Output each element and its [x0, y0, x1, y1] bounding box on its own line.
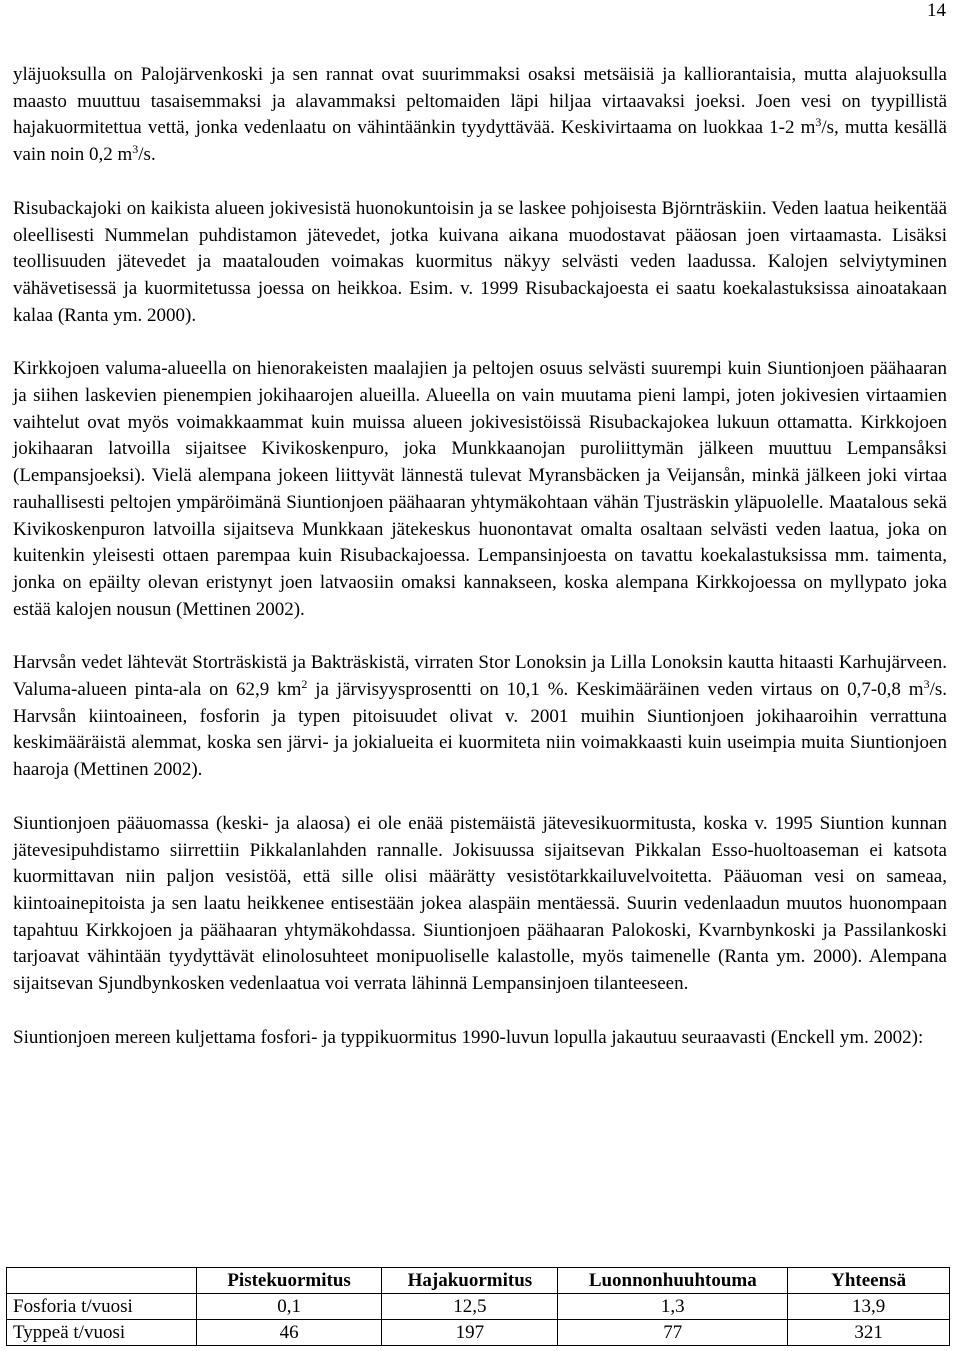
superscript: 3: [132, 142, 139, 157]
paragraph-text: /s, mutta kesällä vain noin 0,2 m: [13, 117, 947, 166]
paragraph-risubackajoki: Risubackajoki on kaikista alueen jokivesistä huonokuntoisin ja se laskee pohjoisesta Björnträskiin. Veden laatua heikentää oleellisesti Nummelan puhdistamon jätevedet, jotka kuivana aikana muodostavat pääosan joen virtaamasta. Lisäksi teollisuuden jätevedet ja maatalouden voimakas kuormitus näkyy selvästi veden laadussa. Kalojen selviytyminen vähävetisessä ja kuormitetussa joessa on heikkoa. Esim. v. 1999 Risubackajoesta ei saatu koekalastuksissa ainoatakaan kalaa (Ranta ym. 2000).: [13, 197, 947, 326]
paragraph-harvsan: [13, 650, 947, 784]
table-row-label: Fosforia t/vuosi: [7, 1294, 197, 1320]
table-cell: 1,3: [558, 1294, 788, 1320]
superscript: 3: [815, 115, 822, 130]
paragraph-kirkkojoki: Kirkkojoen valuma-alueella on hienorakeisten maalajien ja peltojen osuus selvästi suurempi kuin Siuntionjoen päähaaran ja siihen laskevien pienempien jokihaarojen alueilla. Alueella on vain muutama pieni lampi, joten jokivesien virtaamien vaihtelut ovat myös voimakkaammat kuin muissa alueen jokivesistöissä Risubackajokea lukuun ottamatta. Kirkkojoen jokihaaran latvoilla sijaitsee Kivikoskenpuro, joka Munkkaanojan puroliittymän jälkeen muuttuu Lempansåksi (Lempansjoeksi). Vielä alempana jokeen liittyvät lännestä tulevat Myransbäcken ja Veijansån, minkä jälkeen joki virtaa rauhallisesti peltojen ympäröimänä Siuntionjoen päähaaran yhtymäkohtaan vähän Tjusträskin yläpuolelle. Maatalous sekä Kivikoskenpuron latvoilla sijaitseva Munkkaan jätekeskus huonontavat omalta osaltaan selvästi veden laatua, joka on kuitenkin yleisesti ottaen parempaa kuin Risubackajoessa. Lempansinjoesta on tavattu koekalastuksissa mm. taimenta, jonka on epäilty olevan eristynyt joen latvaosiin omaksi kannakseen, koska alempana Kirkkojoessa on myllypato joka estää kalojen nousun (Mettinen 2002).: [13, 358, 947, 620]
page-number: 14: [927, 0, 946, 21]
paragraph-text: ja järvisyysprosentti on 10,1 %. Keskimääräinen veden virtaus on 0,7-0,8 m: [307, 679, 924, 701]
table-cell: 13,9: [788, 1294, 950, 1320]
table-header-cell: Yhteensä: [788, 1268, 950, 1294]
paragraph-palojarvenkoski: [13, 62, 947, 169]
table-header-cell: Pistekuormitus: [196, 1268, 382, 1294]
table-cell: 197: [382, 1320, 558, 1346]
paragraph-text: /s.: [138, 144, 156, 166]
load-table: [6, 1267, 950, 1346]
superscript: 3: [923, 677, 930, 692]
table-cell: 321: [788, 1320, 950, 1346]
table-header-cell: Hajakuormitus: [382, 1268, 558, 1294]
paragraph-text: yläjuoksulla on Palojärvenkoski ja sen rannat ovat suurimmaksi osaksi metsäisiä ja kalliorantaisia, mutta alajuoksulla maasto muuttuu tasaisemmaksi ja alavammaksi peltomaiden läpi hiljaa virtaavaksi joeksi. Joen vesi on tyypillistä hajakuormitettua vettä, jonka vedenlaatu on vähintäänkin tyydyttävää. Keskivirtaama on luokkaa 1-2 m: [13, 64, 947, 139]
paragraph-paauoma: Siuntionjoen pääuomassa (keski- ja alaosa) ei ole enää pistemäistä jätevesikuormitusta, koska v. 1995 Siuntion kunnan jätevesipuhdistamo siirrettiin Pikkalanlahden rannalle. Jokisuussa sijaitsevan Pikkalan Esso-huoltoaseman ei katsota kuormittavan niin paljon vesistöä, että sille olisi määrätty vesistötarkkailuvelvoitetta. Pääuoman vesi on sameaa, kiintoainepitoista ja sen laatu heikkenee entisestään jokea alaspäin mentäessä. Suurin vedenlaadun muutos huonompaan tapahtuu Kirkkojoen ja päähaaran yhtymäkohdassa. Siuntionjoen päähaaran Palokoski, Kvarnbynkoski ja Passilankoski tarjoavat vähintään tyydyttävät elinolosuhteet monipuoliselle kalastolle, myös taimenelle (Ranta ym. 2000). Alempana sijaitsevan Sjundbynkosken vedenlaatua voi verrata lähinnä Lempansinjoen tilanteeseen.: [13, 812, 947, 995]
table-row-label: Typpeä t/vuosi: [7, 1320, 197, 1346]
paragraph-kuormitus-intro: Siuntionjoen mereen kuljettama fosfori- ja typpikuormitus 1990-luvun lopulla jakautuu seuraavasti (Enckell ym. 2002):: [13, 1026, 924, 1048]
paragraph-text: Harvsån vedet lähtevät Storträskistä ja Bakträskistä, virraten Stor Lonoksin ja Lilla Lonoksin kautta hitaasti Karhujärveen. Valuma-alueen pinta-ala on 62,9 km: [13, 652, 947, 701]
table-cell: 77: [558, 1320, 788, 1346]
table-cell: 12,5: [382, 1294, 558, 1320]
document-body: [13, 62, 947, 1079]
table-header-row: [7, 1268, 950, 1294]
table-header-cell: [7, 1268, 197, 1294]
table-header-cell: Luonnonhuuhtouma: [558, 1268, 788, 1294]
paragraph-text: /s. Harvsån kiintoaineen, fosforin ja typen pitoisuudet olivat v. 2001 muihin Siuntionjoen jokihaaroihin verrattuna keskimääräistä alemmat, koska sen järvi- ja jokialueita ei kuormiteta niin voimakkaasti kuin useimpia muita Siuntionjoen haaroja (Mettinen 2002).: [13, 679, 948, 781]
table-row: [7, 1294, 950, 1320]
table-row: [7, 1320, 950, 1346]
table-cell: 46: [196, 1320, 382, 1346]
table-cell: 0,1: [196, 1294, 382, 1320]
superscript: 2: [301, 677, 308, 692]
